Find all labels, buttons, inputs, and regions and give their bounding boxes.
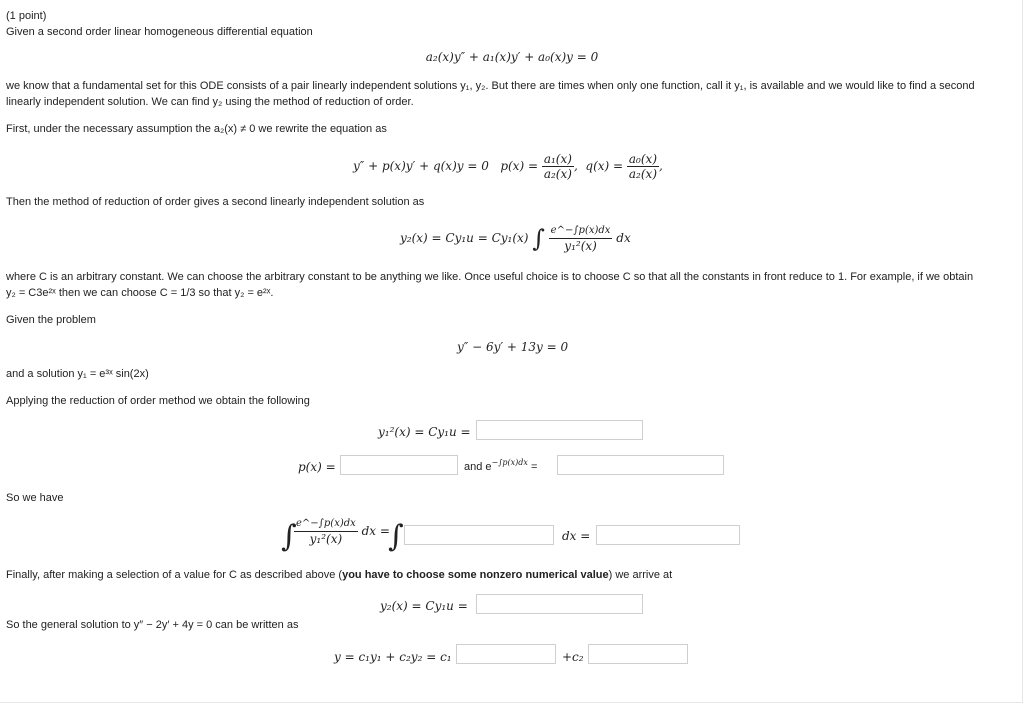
- y1-squared-label: y₁²(x) = Cy₁u =: [378, 425, 471, 439]
- problem-equation: y″ − 6y′ + 13y = 0: [457, 340, 569, 354]
- exp-integral-exponent: −∫p(x)dx: [491, 458, 528, 467]
- integrand-numerator: e^−∫p(x)dx: [294, 517, 358, 532]
- y1-squared-answer-input[interactable]: [476, 420, 643, 440]
- general-equation: a₂(x)y″ + a₁(x)y′ + a₀(x)y = 0: [425, 50, 599, 64]
- standard-form-lhs: y″ + p(x)y′ + q(x)y = 0: [353, 159, 489, 173]
- finally-text: [6, 568, 672, 582]
- finally-text-bold: you have to choose some nonzero numerical value: [342, 569, 609, 581]
- reduction-dx: dx: [616, 231, 631, 245]
- p-def-label: p(x) =: [500, 159, 538, 173]
- general-solution-text: So the general solution to y″ − 2y′ + 4y = 0 can be written as: [6, 619, 299, 631]
- paragraph-1-line-2: linearly independent solution. We can find y₂ using the method of reduction of order.: [6, 96, 414, 108]
- p-numerator: a₁(x): [543, 152, 572, 166]
- reduction-lhs: y₂(x) = Cy₁u = Cy₁(x): [400, 231, 529, 245]
- p-of-x-label: p(x) =: [298, 460, 336, 474]
- reduction-denominator: y₁²(x): [564, 239, 597, 253]
- q-fraction: [627, 152, 659, 181]
- integrand-dx: dx =: [361, 524, 390, 538]
- q-denominator: a₂(x): [628, 167, 658, 181]
- intro-text: Given a second order linear homogeneous differential equation: [6, 26, 313, 38]
- integral-sign: ∫: [532, 224, 545, 253]
- points-label: (1 point): [6, 10, 47, 22]
- so-we-have-text: So we have: [6, 492, 64, 504]
- integral-expression: [294, 517, 390, 546]
- applying-text: Applying the reduction of order method we obtain the following: [6, 395, 310, 407]
- standard-form-equation: y″ + p(x)y′ + q(x)y = 0 p(x) = $\frac{\text{a₁(x)}}{\text{a₂(x)}}$ , q(x) = $\frac{\text{a₀(x)}}{\text{a₂(x)}}$ ,: [353, 152, 663, 181]
- q-numerator: a₀(x): [628, 152, 658, 166]
- and-e-text: and e: [464, 461, 492, 473]
- exp-integral-label: [464, 460, 537, 475]
- exp-integral-equals: =: [530, 461, 538, 473]
- c1-term-input[interactable]: [456, 644, 556, 664]
- p-fraction: [542, 152, 574, 181]
- paragraph-3: Then the method of reduction of order gives a second linearly independent solution as: [6, 196, 425, 208]
- reduction-formula: [400, 224, 631, 253]
- c2-term-input[interactable]: [588, 644, 688, 664]
- general-solution-label: y = c₁y₁ + c₂y₂ = c₁: [334, 650, 452, 664]
- p-denominator: a₂(x): [543, 167, 572, 181]
- reduction-numerator: e^−∫p(x)dx: [549, 224, 613, 239]
- paragraph-1-line-1: we know that a fundamental set for this ODE consists of a pair linearly independent solutions y₁, y₂. But there are times when only one function, call it y₁, is available and we would like to find a second: [6, 80, 975, 92]
- q-def-label: q(x) =: [585, 159, 624, 173]
- y2-label: y₂(x) = Cy₁u =: [380, 599, 468, 613]
- p-of-x-answer-input[interactable]: [340, 455, 458, 475]
- integral-dx-equals: dx =: [562, 529, 591, 543]
- integral-sign-left: ∫: [281, 519, 297, 554]
- paragraph-2: First, under the necessary assumption the a₂(x) ≠ 0 we rewrite the equation as: [6, 123, 387, 135]
- reduction-fraction: [549, 224, 613, 253]
- integrand-answer-input[interactable]: [404, 525, 554, 545]
- integral-result-input[interactable]: [596, 525, 740, 545]
- integrand-fraction: [294, 517, 358, 546]
- paragraph-4-line-1: where C is an arbitrary constant. We can choose the arbitrary constant to be anything we like. Once useful choice is to choose C so that all the constants in front reduce to 1. For example, if we obtain: [6, 271, 974, 283]
- y2-answer-input[interactable]: [476, 594, 643, 614]
- exp-integral-answer-input[interactable]: [557, 455, 724, 475]
- paragraph-4-line-2: y₂ = C3e²ˣ then we can choose C = 1/3 so that y₂ = e²ˣ.: [6, 287, 274, 299]
- problem-label: Given the problem: [6, 314, 96, 326]
- integrand-denominator: y₁²(x): [309, 532, 343, 546]
- integral-sign-right: ∫: [388, 519, 404, 554]
- given-solution-text: and a solution y₁ = e³ˣ sin(2x): [6, 368, 149, 380]
- finally-text-end: ) we arrive at: [608, 569, 673, 581]
- c2-plus-label: +c₂: [562, 650, 584, 664]
- finally-text-start: Finally, after making a selection of a value for C as described above (: [6, 569, 343, 581]
